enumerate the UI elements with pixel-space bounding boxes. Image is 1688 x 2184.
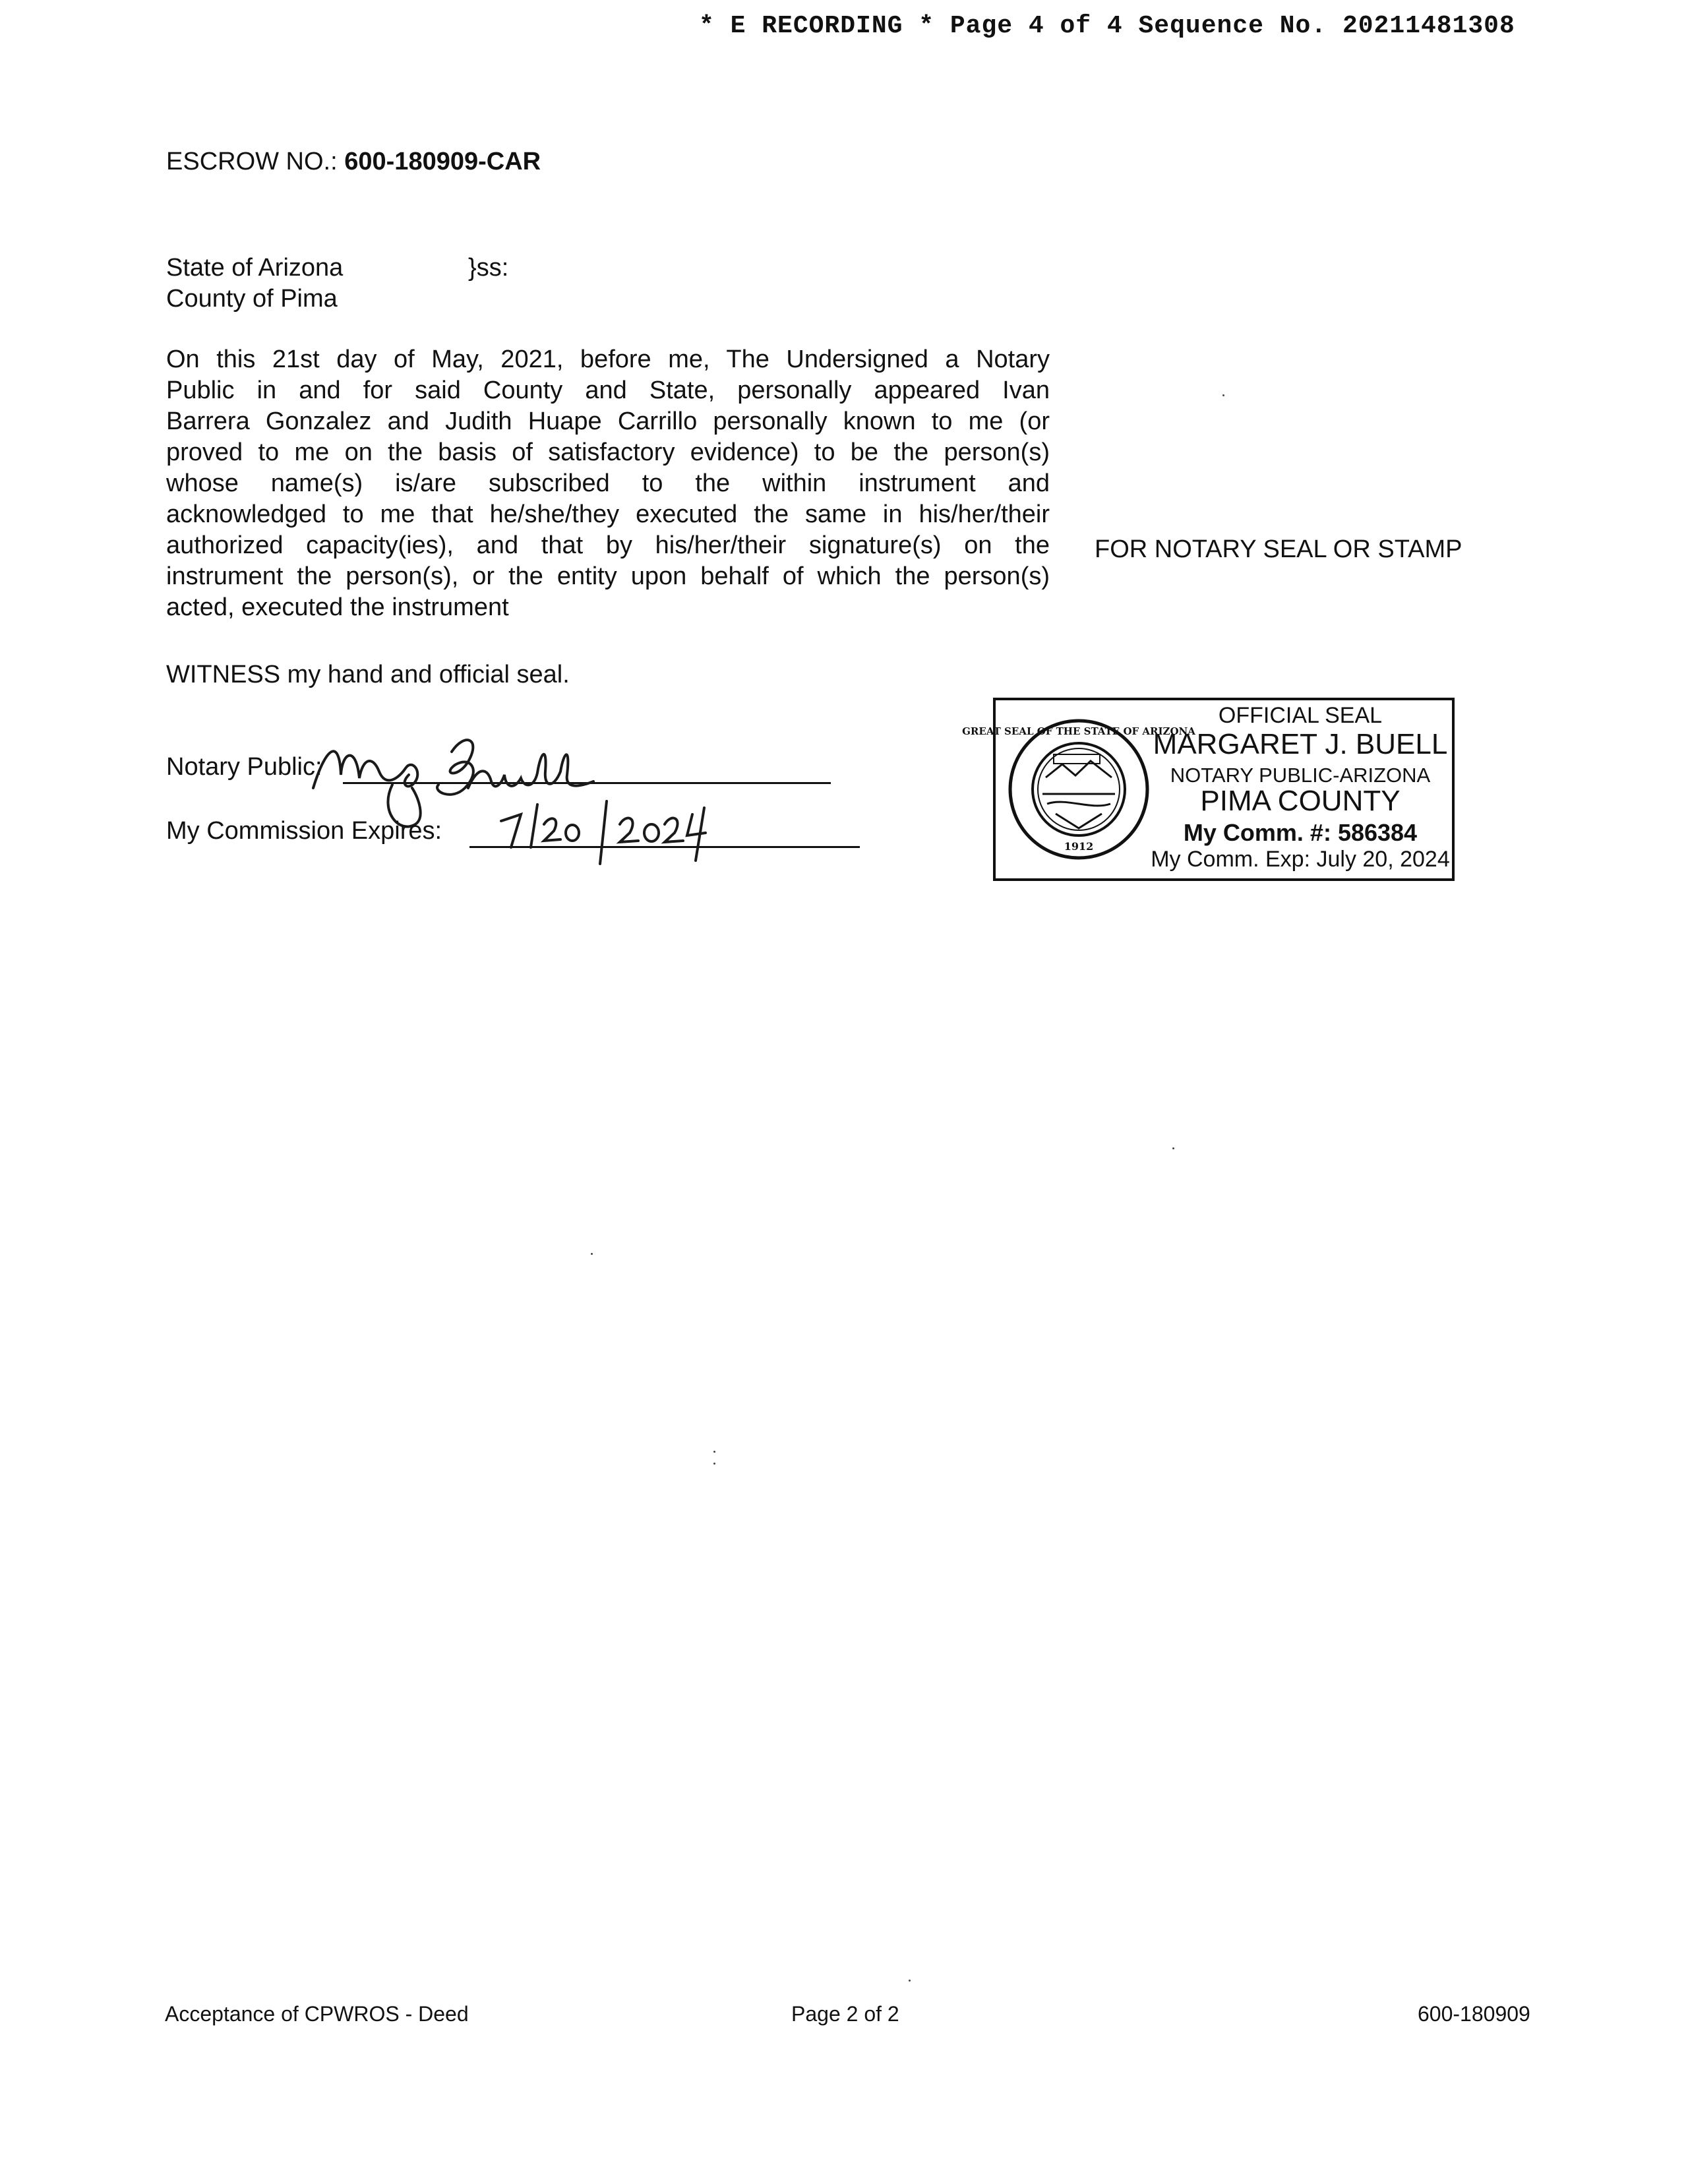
- witness-text: WITNESS my hand and official seal.: [166, 661, 570, 688]
- venue-ss: }ss:: [468, 254, 509, 282]
- acknowledgment-line: whose name(s) is/are subscribed to the within instrument and: [166, 470, 1050, 497]
- arizona-state-seal-emblem: [962, 715, 1195, 864]
- acknowledgment-line: authorized capacity(ies), and that by his/her/their signature(s) on the: [166, 531, 1050, 559]
- escrow-label: ESCROW NO.:: [166, 148, 338, 175]
- footer-file-number: 600-180909: [1418, 2002, 1530, 2026]
- footer-document-title: Acceptance of CPWROS - Deed: [165, 2002, 469, 2026]
- official-seal-stamp: [962, 698, 1455, 881]
- seal-notary-name: MARGARET J. BUELL: [1153, 728, 1448, 760]
- acknowledgment-line: instrument the person(s), or the entity upon behalf of which the person(s): [166, 562, 1050, 590]
- acknowledgment-line: proved to me on the basis of satisfactory evidence) to be the person(s): [166, 439, 1050, 466]
- notary-public-label: Notary Public:: [166, 753, 322, 781]
- scan-speck: [713, 1451, 715, 1453]
- acknowledgment-paragraph: [166, 344, 1050, 623]
- seal-comm-number: My Comm. #: 586384: [1183, 819, 1418, 846]
- scan-speck: [713, 1463, 715, 1465]
- scan-speck: [909, 1980, 911, 1982]
- commission-date-handwriting: [495, 795, 745, 867]
- escrow-number: 600-180909-CAR: [344, 148, 541, 175]
- seal-county: PIMA COUNTY: [1200, 785, 1401, 817]
- seal-ring-text: GREAT SEAL OF THE STATE OF ARIZONA: [962, 725, 1195, 737]
- acknowledgment-line: Barrera Gonzalez and Judith Huape Carrillo personally known to me (or: [166, 408, 1050, 435]
- seal-role: NOTARY PUBLIC-ARIZONA: [1170, 764, 1431, 787]
- seal-title: OFFICIAL SEAL: [1218, 703, 1383, 728]
- scan-speck: [591, 1253, 593, 1255]
- acknowledgment-line: acknowledged to me that he/she/they executed the same in his/her/their: [166, 501, 1050, 528]
- footer-page-number: Page 2 of 2: [791, 2002, 899, 2026]
- scan-speck: [1222, 394, 1224, 396]
- venue-state: State of Arizona: [166, 254, 344, 282]
- escrow-line: [166, 146, 541, 177]
- seal-area-label: FOR NOTARY SEAL OR STAMP: [1095, 535, 1462, 563]
- commission-label: My Commission Expires:: [166, 817, 442, 845]
- venue-county: County of Pima: [166, 285, 338, 313]
- acknowledgment-line: On this 21st day of May, 2021, before me, The Undersigned a Notary: [166, 346, 1050, 373]
- scan-speck: [1172, 1147, 1174, 1149]
- acknowledgment-line: Public in and for said County and State, personally appeared Ivan: [166, 377, 1050, 404]
- acknowledgment-line: acted, executed the instrument: [166, 593, 509, 621]
- seal-year: 1912: [1064, 840, 1094, 853]
- seal-comm-exp: My Comm. Exp: July 20, 2024: [1151, 847, 1450, 872]
- recording-header: * E RECORDING * Page 4 of 4 Sequence No. 20211481308: [699, 12, 1515, 40]
